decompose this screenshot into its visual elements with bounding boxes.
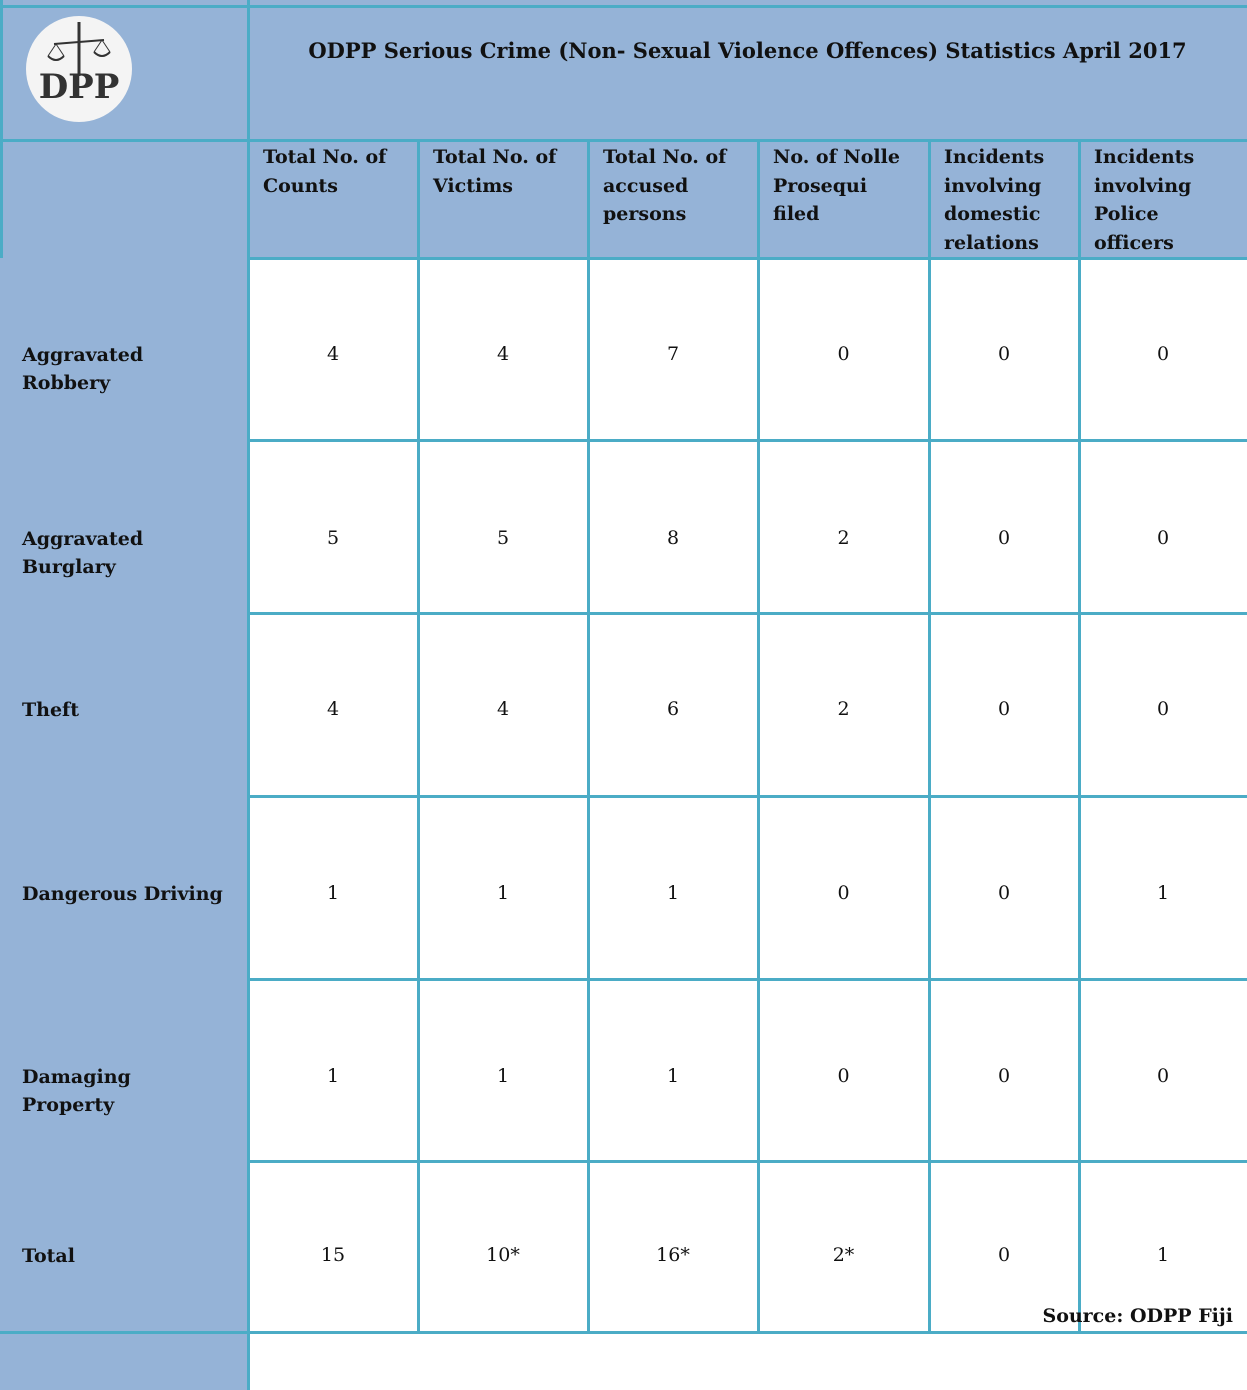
table-cell-value: 8 [666, 527, 680, 549]
table-cell-value: 4 [496, 698, 510, 720]
grid-line-vertical [587, 140, 590, 1332]
table-cell-value: 1 [326, 1065, 340, 1087]
grid-line-vertical [417, 140, 420, 1332]
page-title: ODPP Serious Crime (Non- Sexual Violence Offences) Statistics April 2017 [308, 38, 1187, 63]
grid-line-horizontal [0, 139, 1247, 142]
table-cell-value: 15 [320, 1244, 346, 1266]
table-cell-value: 0 [997, 882, 1011, 904]
column-header: Incidents [944, 146, 1045, 168]
grid-line-horizontal [248, 612, 1247, 615]
column-header: persons [603, 203, 687, 225]
column-header: Incidents [1094, 146, 1195, 168]
row-label: Total [22, 1245, 75, 1267]
dpp-logo [26, 16, 132, 122]
grid-line-horizontal [0, 1331, 1247, 1334]
column-header: Total No. of [433, 146, 557, 168]
table-cell-value: 5 [326, 527, 340, 549]
table-cell-value: 0 [837, 1065, 850, 1087]
table-cell-value: 1 [326, 882, 340, 904]
table-cell-value: 16* [656, 1244, 690, 1266]
table-cell-value: 4 [326, 343, 340, 365]
table-cell-value: 6 [666, 698, 680, 720]
scales-of-justice-icon [26, 16, 132, 122]
row-label: Property [22, 1094, 115, 1116]
column-header: Police [1094, 203, 1159, 225]
table-cell-value: 4 [326, 698, 340, 720]
table-cell-value: 0 [1156, 343, 1170, 365]
row-label: Burglary [22, 556, 116, 578]
svg-text:DPP: DPP [38, 67, 120, 107]
table-cell-value: 2* [832, 1244, 855, 1266]
grid-line-vertical [757, 140, 760, 1332]
table-cell-value: 4 [496, 343, 510, 365]
table-cell-value: 0 [1156, 527, 1170, 549]
column-header: relations [944, 231, 1039, 254]
table-cell-value: 1 [496, 1065, 510, 1087]
column-header: No. of Nolle [773, 146, 900, 168]
grid-line-vertical [247, 0, 250, 1390]
grid-line-horizontal [0, 5, 1247, 8]
row-label: Robbery [22, 372, 111, 394]
column-header: filed [773, 203, 820, 225]
column-header: involving [1094, 174, 1192, 197]
table-cell-value: 0 [1156, 698, 1170, 720]
row-label: Theft [22, 699, 79, 721]
column-header: Prosequi [773, 174, 868, 197]
table-cell-value: 0 [837, 882, 850, 904]
column-header: Victims [433, 174, 513, 197]
column-header: Total No. of [263, 146, 387, 168]
source-note: Source: ODPP Fiji [1042, 1305, 1233, 1327]
column-header: Counts [263, 174, 338, 197]
row-label: Aggravated [22, 528, 144, 550]
table-cell-value: 1 [1156, 882, 1170, 904]
table-cell-value: 0 [997, 1065, 1011, 1087]
row-label-column [0, 0, 248, 1390]
table-cell-value: 0 [997, 527, 1011, 549]
table-cell-value: 0 [997, 343, 1011, 365]
grid-line-vertical [928, 140, 931, 1332]
grid-line-horizontal [248, 1160, 1247, 1163]
row-label: Damaging [22, 1066, 131, 1088]
column-header: officers [1094, 231, 1174, 254]
table-cell-value: 1 [666, 1065, 680, 1087]
row-label: Dangerous Driving [22, 883, 223, 905]
table-cell-value: 1 [666, 882, 680, 904]
table-cell-value: 10* [486, 1244, 520, 1266]
column-header: involving [944, 174, 1042, 197]
column-header: domestic [944, 203, 1041, 225]
table-cell-value: 0 [837, 343, 850, 365]
table-cell-value: 0 [997, 698, 1011, 720]
table-cell-value: 2 [837, 527, 850, 549]
grid-line-vertical [0, 0, 3, 258]
table-cell-value: 5 [496, 527, 510, 549]
table-cell-value: 2 [837, 698, 850, 720]
grid-line-horizontal [248, 795, 1247, 798]
table-cell-value: 1 [496, 882, 510, 904]
table-cell-value: 1 [1156, 1244, 1170, 1266]
table-cell-value: 0 [997, 1244, 1011, 1266]
grid-line-horizontal [248, 439, 1247, 442]
grid-line-vertical [1078, 140, 1081, 1332]
row-label: Aggravated [22, 344, 144, 366]
column-header: accused [603, 174, 689, 197]
grid-line-horizontal [248, 978, 1247, 981]
column-header: Total No. of [603, 146, 727, 168]
table-cell-value: 0 [1156, 1065, 1170, 1087]
table-cell-value: 7 [666, 343, 680, 365]
